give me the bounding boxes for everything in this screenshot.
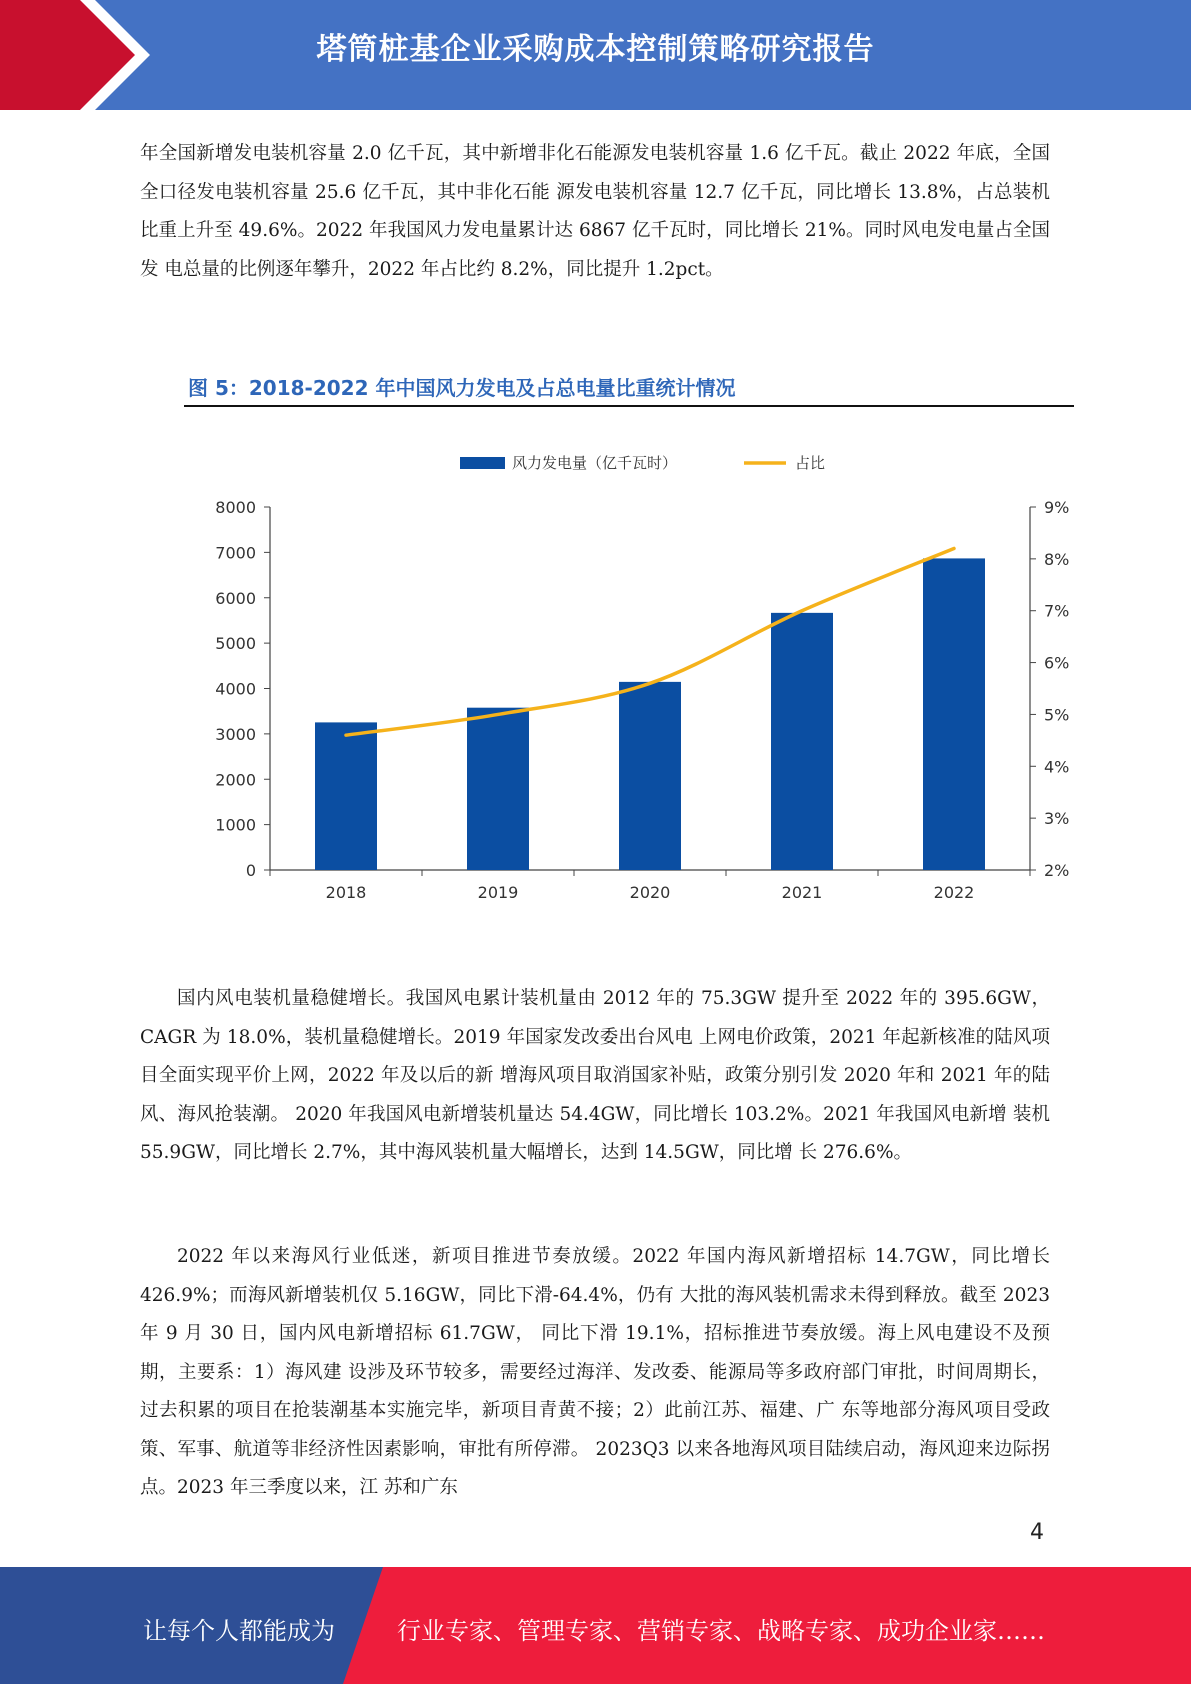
page-header (0, 0, 1191, 110)
left-axis-tick-label: 4000 (215, 679, 256, 699)
figure-title-rule (184, 405, 1074, 407)
left-axis-tick-label: 1000 (215, 815, 256, 835)
paragraph-installed-capacity: 国内风电装机量稳健增长。我国风电累计装机量由 2012 年的 75.3GW 提升至 2022 年的 395.6GW，CAGR 为 18.0%，装机量稳健增长。2019 年国家发改委出台风电 上网电价政策，2021 年起新核准的陆风项目全面实现平价上网，2022 年及以后的新 增海风项目取消国家补贴，政策分别引发 2020 年和 2021 年的陆风、海风抢装潮。 2020 年我国风电新增装机量达 54.4GW，同比增长 103.2%。2021 年我国风电新增 装机 55.9GW，同比增长 2.7%，其中海风装机量大幅增长，达到 14.5GW，同比增 长 276.6%。 (140, 988, 1050, 1163)
wind-power-chart (184, 432, 1074, 912)
chart-x-labels (326, 883, 975, 902)
chart-bars (315, 558, 985, 870)
left-axis-tick-label: 5000 (215, 634, 256, 654)
x-axis-tick-label: 2021 (781, 883, 823, 902)
left-axis-tick-label: 2000 (215, 770, 256, 790)
footer-slogan-right: 行业专家、管理专家、营销专家、战略专家、成功企业家…… (397, 1617, 1045, 1645)
right-axis-tick-label: 5% (1044, 705, 1070, 725)
bar-2022 (923, 558, 985, 870)
right-axis-tick-label: 9% (1044, 498, 1070, 517)
x-axis-tick-label: 2019 (477, 883, 519, 902)
x-axis-tick-label: 2018 (325, 883, 367, 902)
x-axis-tick-label: 2020 (629, 883, 671, 902)
right-axis-tick-label: 3% (1044, 809, 1070, 829)
right-axis-tick-label: 7% (1044, 601, 1070, 621)
left-axis-tick-label: 0 (245, 861, 256, 880)
bar-2018 (315, 722, 377, 870)
paragraph-intro: 年全国新增发电装机容量 2.0 亿千瓦，其中新增非化石能源发电装机容量 1.6 亿千瓦。截止 2022 年底，全国全口径发电装机容量 25.6 亿千瓦，其中非化石能 源发电装机容量 12.7 亿千瓦，同比增长 13.8%，占总装机比重上升至 49.6%。2022 年我国风力发电量累计达 6867 亿千瓦时，同比增长 21%。同时风电发电量占全国发 电总量的比例逐年攀升，2022 年占比约 8.2%，同比提升 1.2pct。 (140, 143, 1050, 280)
left-axis-tick-label: 6000 (215, 588, 256, 608)
chart-legend (460, 454, 825, 472)
paragraph-offshore-wind: 2022 年以来海风行业低迷，新项目推进节奏放缓。2022 年国内海风新增招标 14.7GW，同比增长 426.9%；而海风新增装机仅 5.16GW，同比下滑-64.4%，仍有 大批的海风装机需求未得到释放。截至 2023 年 9 月 30 日，国内风电新增招标 61.7GW， 同比下滑 19.1%，招标推进节奏放缓。海上风电建设不及预期，主要系：1）海风建 设涉及环节较多，需要经过海洋、发改委、能源局等多政府部门审批，时间周期长， 过去积累的项目在抢装潮基本实施完毕，新项目青黄不接；2）此前江苏、福建、广 东等地部分海风项目受政策、军事、航道等非经济性因素影响，审批有所停滞。 2023Q3 以来各地海风项目陆续启动，海风迎来边际拐点。2023 年三季度以来，江 苏和广东 (140, 1246, 1050, 1498)
left-axis-tick-label: 8000 (215, 498, 256, 517)
right-axis-tick-label: 8% (1044, 549, 1070, 569)
page-number: 4 (1030, 1520, 1044, 1545)
bar-2020 (619, 682, 681, 870)
left-axis-tick-label: 7000 (215, 543, 256, 563)
page-footer (0, 1567, 1191, 1684)
left-axis-tick-label: 3000 (215, 724, 256, 744)
bar-2021 (771, 613, 833, 870)
report-title: 塔筒桩基企业采购成本控制策略研究报告 (316, 32, 875, 67)
footer-slogan-left: 让每个人都能成为 (143, 1617, 335, 1645)
right-axis-tick-label: 6% (1044, 653, 1070, 673)
bar-2019 (467, 708, 529, 870)
right-axis-tick-label: 4% (1044, 757, 1070, 777)
legend-bar-label: 风力发电量（亿千瓦时） (512, 454, 678, 472)
right-axis-tick-label: 2% (1044, 861, 1070, 880)
figure-title: 图 5：2018-2022 年中国风力发电及占总电量比重统计情况 (188, 376, 736, 400)
x-axis-tick-label: 2022 (933, 883, 975, 902)
legend-bar-swatch (460, 457, 505, 469)
legend-line-label: 占比 (795, 454, 826, 472)
